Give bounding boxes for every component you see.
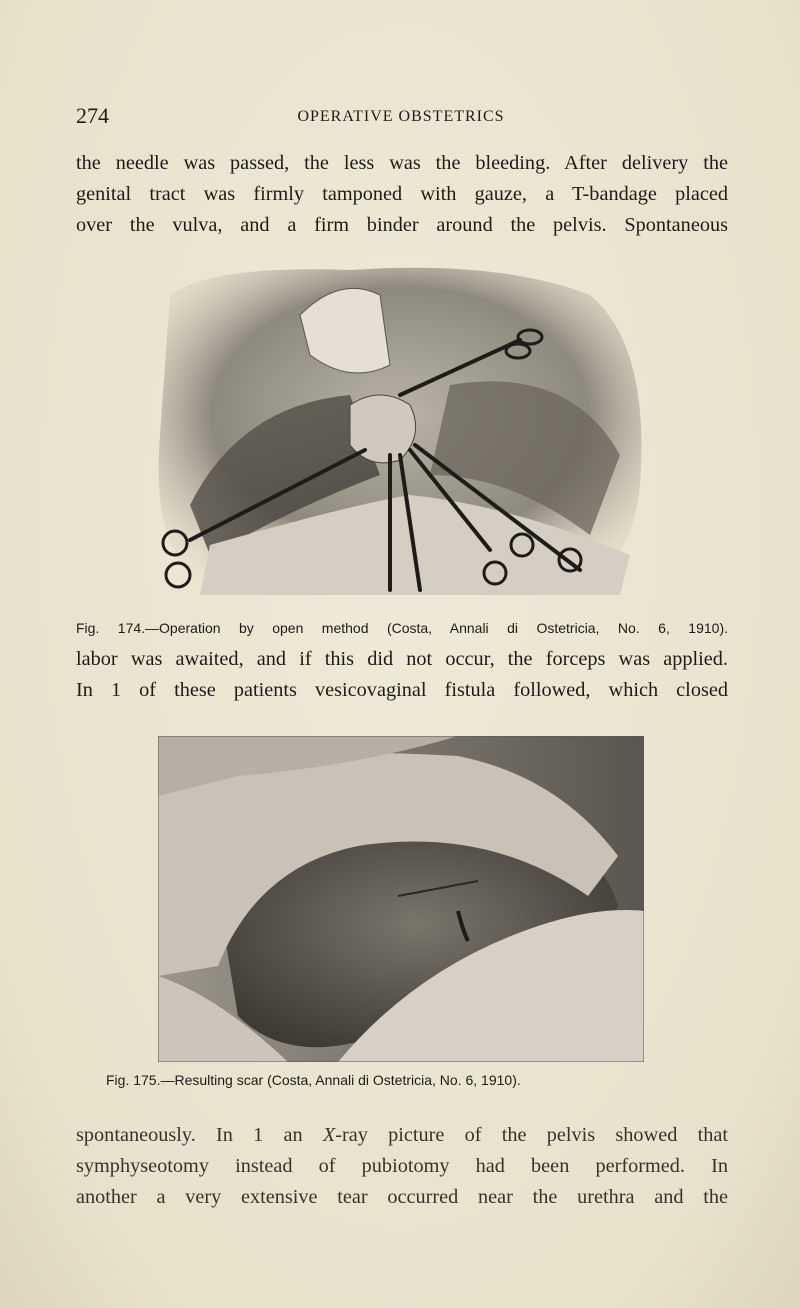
text-fragment: spontaneously. In 1 an: [76, 1124, 323, 1146]
text-line: In 1 of these patients vesicovaginal fistula followed, which closed: [76, 679, 728, 701]
page-number: 274: [76, 103, 109, 128]
paragraph-top: [76, 148, 728, 241]
text-line: [76, 1120, 728, 1151]
text-line: genital tract was firmly tamponed with gauze, a T-bandage placed: [76, 183, 728, 205]
running-head: OPERATIVE OBSTETRICS: [297, 108, 505, 125]
page-header: [76, 103, 726, 133]
text-line: another a very extensive tear occurred near the urethra and the: [76, 1186, 728, 1208]
text-line: symphyseotomy instead of pubiotomy had been performed. In: [76, 1155, 728, 1177]
figure-175-caption: Fig. 175.—Resulting scar (Costa, Annali di Ostetricia, No. 6, 1910).: [106, 1072, 521, 1088]
figure-174-illustration: [150, 255, 655, 600]
figure-174-caption: Fig. 174.—Operation by open method (Costa, Annali di Ostetricia, No. 6, 1910).: [76, 620, 728, 636]
text-line: the needle was passed, the less was the bleeding. After delivery the: [76, 152, 728, 174]
x-ray-letter: X: [322, 1124, 336, 1146]
text-line: over the vulva, and a firm binder around the pelvis. Spontaneous: [76, 214, 728, 236]
paragraph-bottom: [76, 1120, 728, 1213]
text-fragment: -ray picture of the pelvis showed that: [335, 1124, 728, 1146]
paragraph-middle: [76, 644, 728, 706]
text-line: labor was awaited, and if this did not occur, the forceps was applied.: [76, 648, 728, 670]
figure-175-photograph: [158, 736, 644, 1062]
